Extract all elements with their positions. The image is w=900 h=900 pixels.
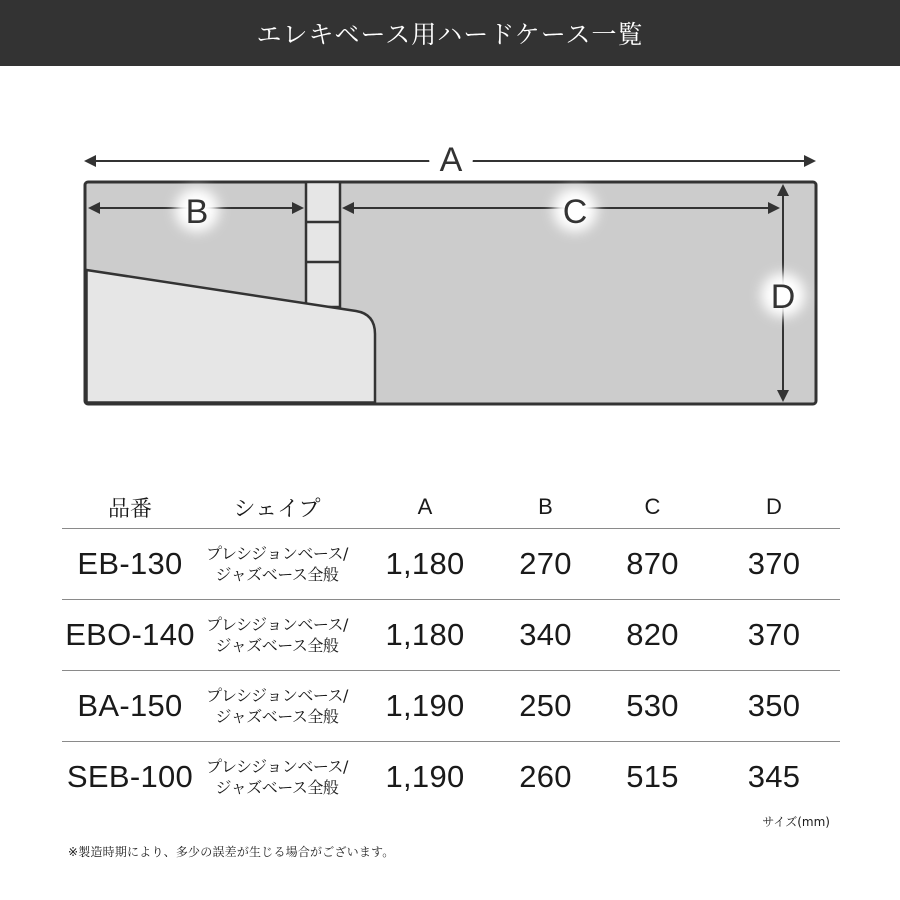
shape-line-2: ジャズベース全般 bbox=[215, 636, 339, 655]
value-b-cell: 340 bbox=[494, 600, 597, 671]
header-b: B bbox=[494, 486, 597, 529]
value-a-cell: 1,180 bbox=[356, 600, 494, 671]
value-c-cell: 515 bbox=[626, 759, 679, 794]
value-b-cell: 260 bbox=[519, 759, 572, 794]
dimension-a bbox=[84, 136, 816, 180]
table-row bbox=[62, 600, 840, 671]
shape-line-2: ジャズベース全般 bbox=[215, 707, 339, 726]
table-row bbox=[62, 742, 840, 813]
compartment-divider bbox=[306, 182, 340, 307]
shape-cell bbox=[198, 529, 356, 600]
model-cell: EBO-140 bbox=[62, 600, 198, 671]
table-header-row bbox=[62, 486, 840, 529]
value-a-cell: 1,180 bbox=[356, 529, 494, 600]
shape-line-1: プレシジョンベース/ bbox=[206, 615, 348, 634]
shape-cell bbox=[198, 600, 356, 671]
header-shape: シェイプ bbox=[198, 486, 356, 529]
value-d-cell: 345 bbox=[747, 759, 801, 794]
dimension-label-d: D bbox=[770, 278, 796, 316]
header-model: 品番 bbox=[62, 486, 198, 529]
shape-cell bbox=[198, 671, 356, 742]
table-row bbox=[62, 529, 840, 600]
header-d: D bbox=[708, 486, 840, 529]
shape-line-1: プレシジョンベース/ bbox=[206, 544, 348, 563]
value-b-cell: 270 bbox=[494, 529, 597, 600]
header-c: C bbox=[597, 486, 708, 529]
model-cell: BA-150 bbox=[62, 671, 198, 742]
shape-cell bbox=[198, 742, 356, 813]
shape-line-1: プレシジョンベース/ bbox=[206, 757, 348, 776]
dimension-label-b: B bbox=[185, 193, 209, 231]
value-c-cell: 530 bbox=[597, 671, 708, 742]
page-title: エレキベース用ハードケース一覧 bbox=[256, 20, 644, 49]
dimension-label-c: C bbox=[562, 193, 588, 231]
value-d-cell: 350 bbox=[708, 671, 840, 742]
value-b-cell: 250 bbox=[494, 671, 597, 742]
value-d-cell: 370 bbox=[708, 529, 840, 600]
dimension-label-a: A bbox=[439, 141, 463, 179]
table-row bbox=[62, 671, 840, 742]
shape-line-2: ジャズベース全般 bbox=[215, 565, 339, 584]
shape-line-1: プレシジョンベース/ bbox=[206, 686, 348, 705]
header-a: A bbox=[356, 486, 494, 529]
model-cell: SEB-100 bbox=[66, 759, 194, 794]
shape-line-2: ジャズベース全般 bbox=[215, 778, 339, 797]
model-cell: EB-130 bbox=[62, 529, 198, 600]
footnote: ※製造時期により、多少の誤差が生じる場合がございます。 bbox=[68, 845, 395, 859]
value-d-cell: 370 bbox=[708, 600, 840, 671]
value-c-cell: 870 bbox=[597, 529, 708, 600]
value-c-cell: 820 bbox=[597, 600, 708, 671]
value-a-cell: 1,190 bbox=[356, 671, 494, 742]
unit-note: サイズ(mm) bbox=[762, 815, 830, 829]
case-dimension-diagram bbox=[0, 0, 900, 440]
spec-table bbox=[62, 486, 840, 812]
value-a-cell: 1,190 bbox=[385, 759, 465, 794]
